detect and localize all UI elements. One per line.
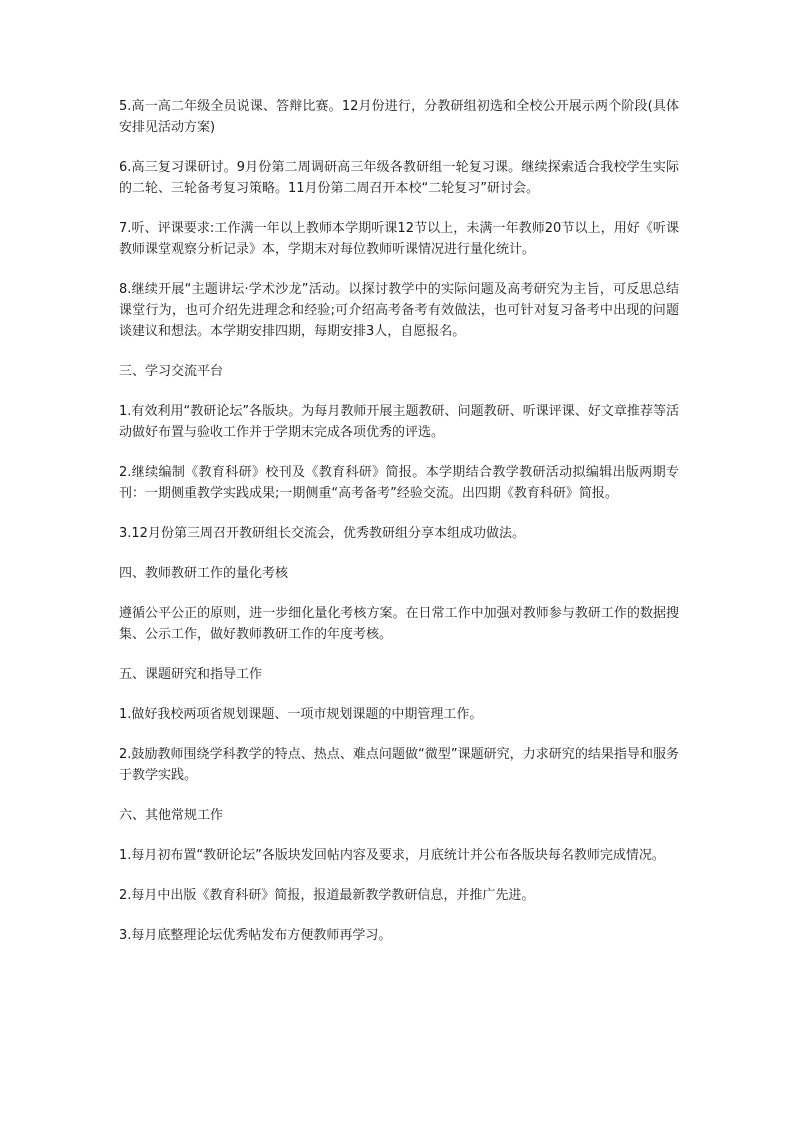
section-5-heading: 五、课题研究和指导工作 [119,667,263,682]
item-2-5: 5.高一高二年级全员说课、答辩比赛。12月份进行，分教研组初选和全校公开展示两个阶段(具体安排见活动方案) [119,99,679,135]
section-4-heading: 四、教师教研工作的量化考核 [119,566,289,581]
item-2-8: 8.继续开展“主题讲坛·学术沙龙”活动。以探讨教学中的实际问题及高考研究为主旨，可反思总结课堂行为，也可介绍先进理念和经验;可介绍高考备考有效做法，也可针对复习备考中出现的问题谈建议和想法。本学期安排四期，每期安排3人，自愿报名。 [119,282,679,339]
document-body [119,96,679,965]
item-6-2: 2.每月中出版《教育科研》简报，报道最新教学教研信息，并推广先进。 [119,888,535,903]
item-6-3: 3.每月底整理论坛优秀帖发布方便教师再学习。 [119,928,392,943]
item-5-1: 1.做好我校两项省规划课题、一项市规划课题的中期管理工作。 [119,707,483,722]
item-2-7: 7.听、评课要求:工作满一年以上教师本学期听课12节以上，未满一年教师20节以上，用好《听课教师课堂观察分析记录》本，学期末对每位教师听课情况进行量化统计。 [119,221,679,257]
item-4-body: 遵循公平公正的原则，进一步细化量化考核方案。在日常工作中加强对教师参与教研工作的数据搜集、公示工作，做好教师教研工作的年度考核。 [119,606,679,642]
section-6-heading: 六、其他常规工作 [119,808,224,823]
item-2-6: 6.高三复习课研讨。9月份第二周调研高三年级各教研组一轮复习课。继续探索适合我校学生实际的二轮、三轮备考复习策略。11月份第二周召开本校“二轮复习”研讨会。 [119,160,679,196]
item-3-1: 1.有效利用“教研论坛”各版块。为每月教师开展主题教研、问题教研、听课评课、好文章推荐等活动做好布置与验收工作并于学期末完成各项优秀的评选。 [119,404,679,440]
item-3-3: 3.12月份第三周召开教研组长交流会，优秀教研组分享本组成功做法。 [119,526,525,541]
item-6-1: 1.每月初布置“教研论坛”各版块发回帖内容及要求，月底统计并公布各版块每名教师完成情况。 [119,848,665,863]
section-3-heading: 三、学习交流平台 [119,364,224,379]
item-5-2: 2.鼓励教师围绕学科教学的特点、热点、难点问题做“微型”课题研究，力求研究的结果指导和服务于教学实践。 [119,747,679,783]
item-3-2: 2.继续编制《教育科研》校刊及《教育科研》简报。本学期结合教学教研活动拟编辑出版两期专刊：一期侧重教学实践成果;一期侧重“高考备考”经验交流。出四期《教育科研》简报。 [119,465,679,501]
